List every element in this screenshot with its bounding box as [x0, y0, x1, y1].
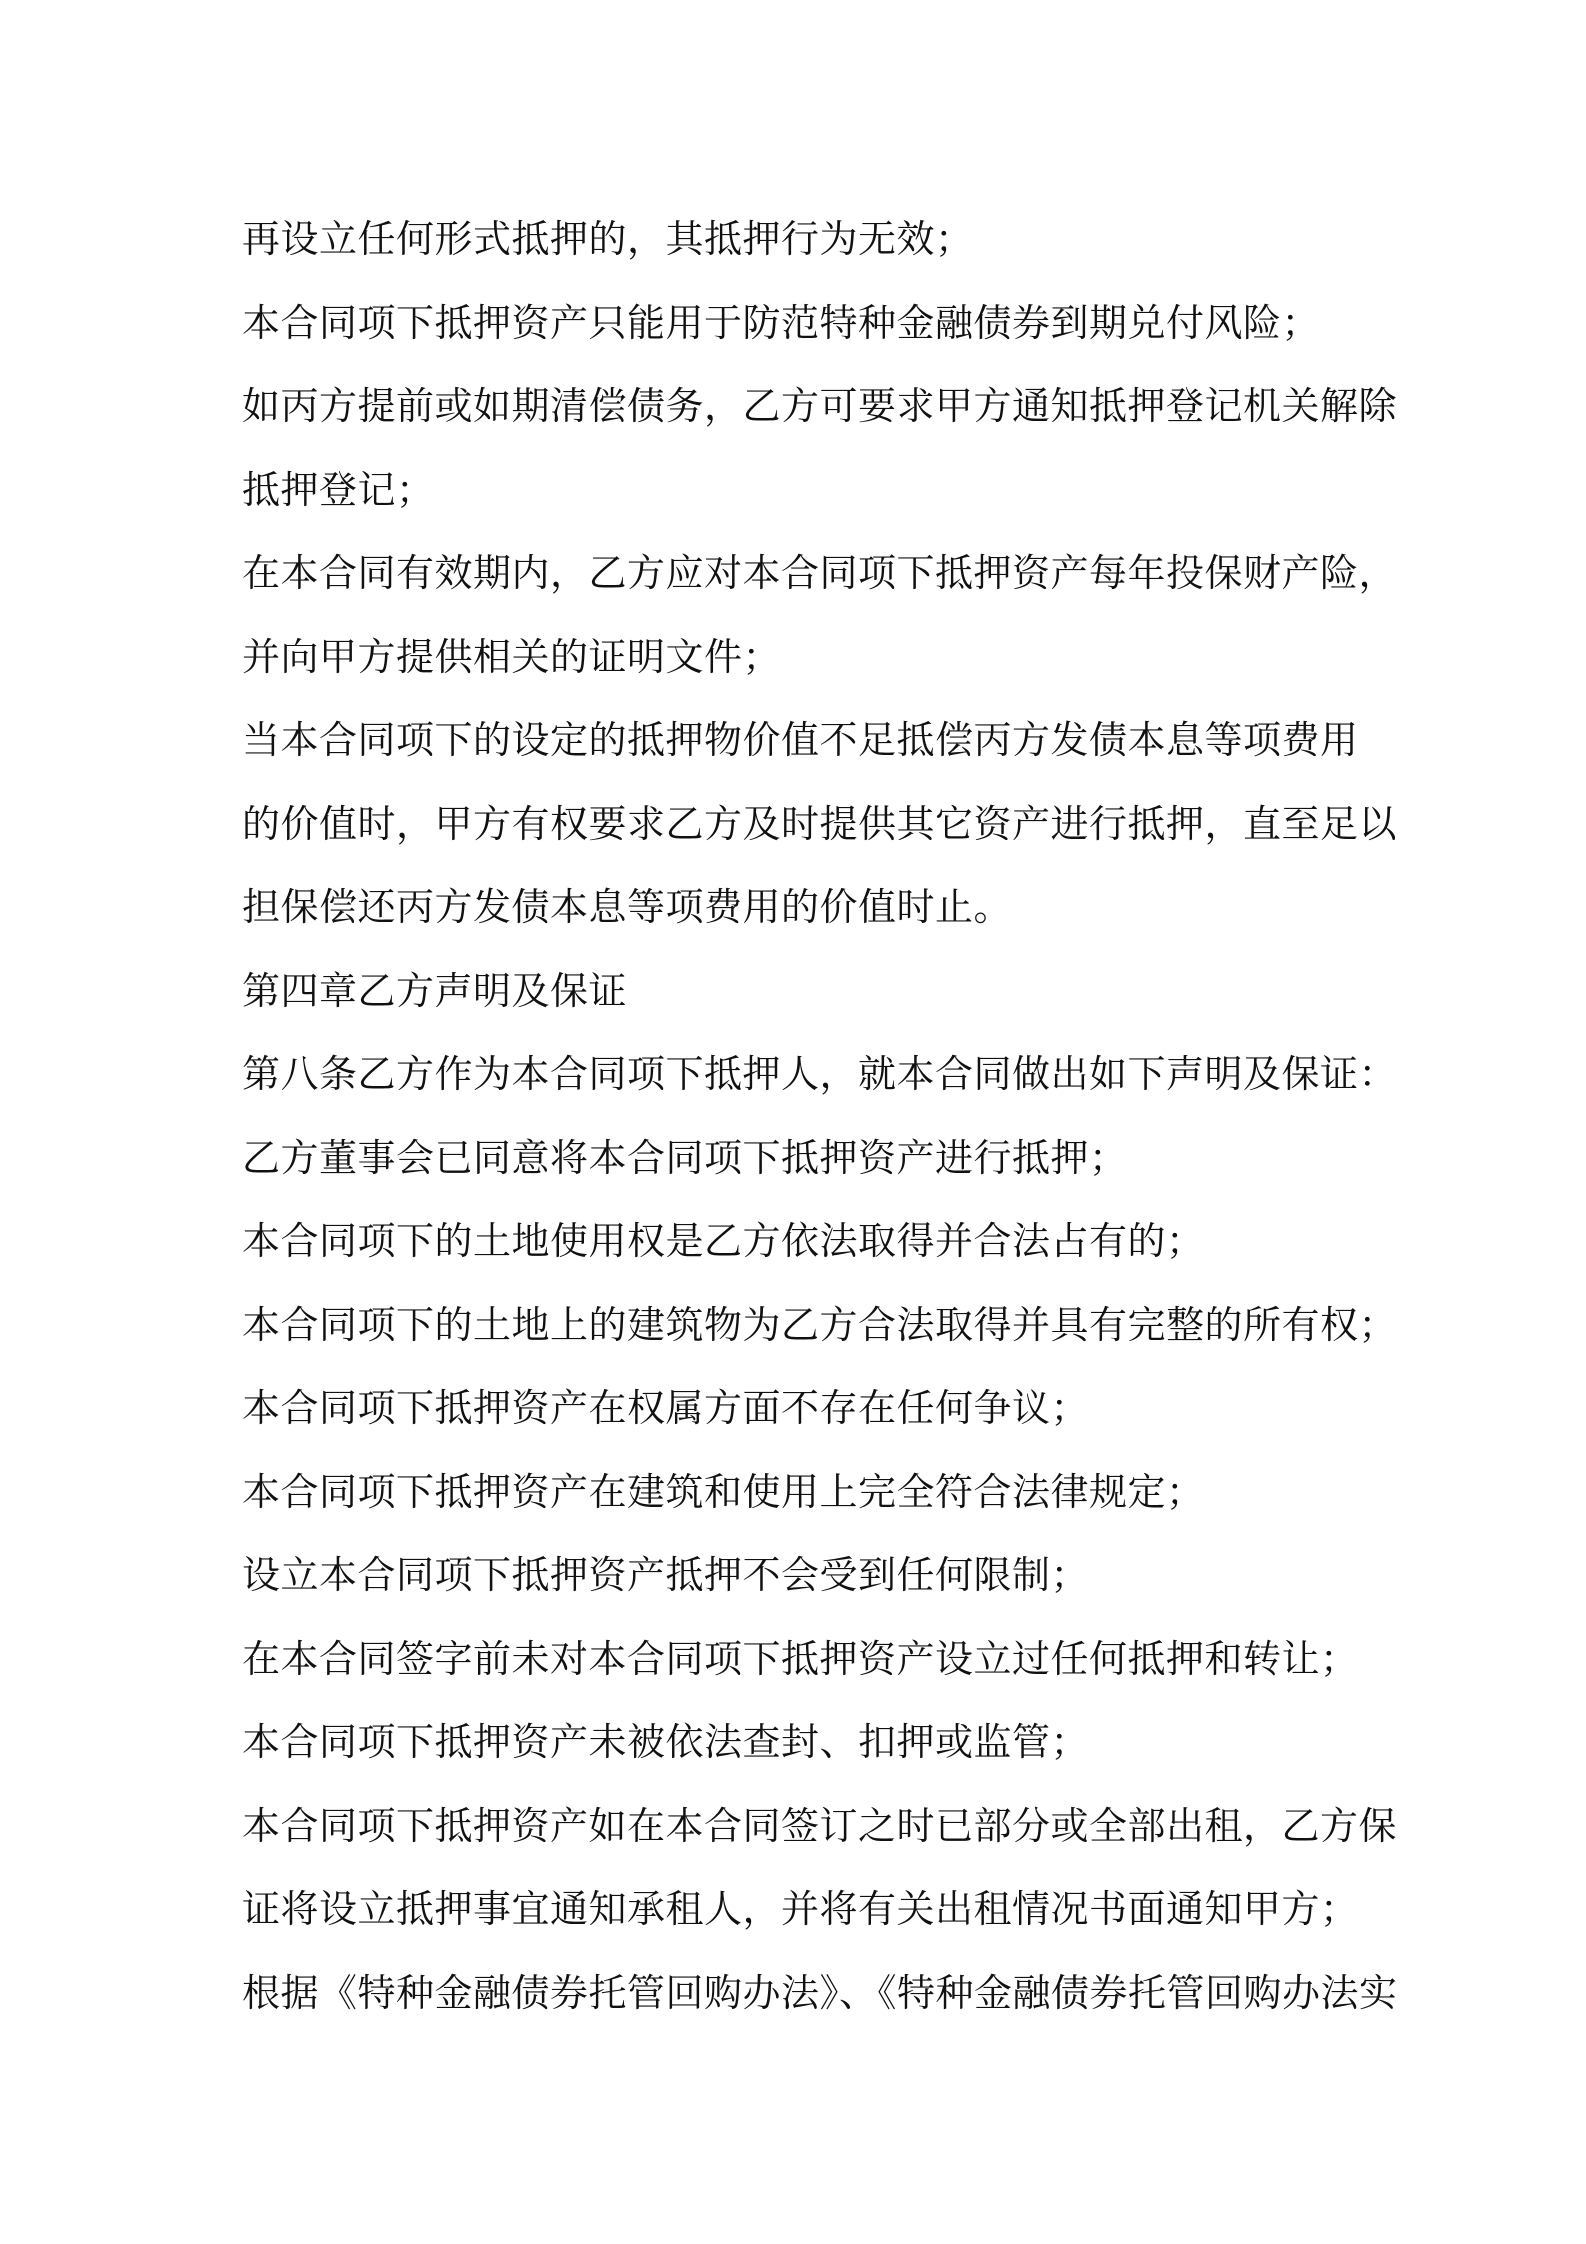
paragraph-line: 根据《特种金融债券托管回购办法》、《特种金融债券托管回购办法实 [242, 1970, 1398, 2015]
paragraph-line: 乙方董事会已同意将本合同项下抵押资产进行抵押； [242, 1135, 1128, 1180]
paragraph-line: 本合同项下抵押资产未被依法查封、扣押或监管； [242, 1720, 1090, 1764]
paragraph-line: 的价值时，甲方有权要求乙方及时提供其它资产进行抵押，直至足以 [242, 801, 1398, 846]
paragraph-line: 本合同项下抵押资产只能用于防范特种金融债券到期兑付风险； [242, 300, 1321, 345]
paragraph-line: 本合同项下抵押资产在权属方面不存在任何争议； [242, 1386, 1090, 1430]
chapter-heading: 第四章乙方声明及保证 [242, 968, 628, 1013]
paragraph-line: 在本合同有效期内，乙方应对本合同项下抵押资产每年投保财产险， [242, 551, 1398, 595]
paragraph-line: 当本合同项下的设定的抵押物价值不足抵偿丙方发债本息等项费用 [242, 718, 1359, 762]
paragraph-line: 本合同项下抵押资产如在本合同签订之时已部分或全部出租，乙方保 [242, 1803, 1398, 1848]
paragraph-line: 如丙方提前或如期清偿债务，乙方可要求甲方通知抵押登记机关解除 [242, 384, 1398, 428]
article-heading: 第八条乙方作为本合同项下抵押人，就本合同做出如下声明及保证： [242, 1052, 1398, 1096]
paragraph-line: 本合同项下抵押资产在建筑和使用上完全符合法律规定； [242, 1469, 1205, 1514]
paragraph-line: 再设立任何形式抵押的，其抵押行为无效； [242, 217, 974, 261]
paragraph-line: 证将设立抵押事宜通知承租人，并将有关出租情况书面通知甲方； [242, 1887, 1359, 1931]
paragraph-line: 设立本合同项下抵押资产抵押不会受到任何限制； [242, 1553, 1090, 1597]
paragraph-line: 本合同项下的土地上的建筑物为乙方合法取得并具有完整的所有权； [242, 1302, 1398, 1347]
document-body [242, 198, 1398, 2035]
paragraph-line: 并向甲方提供相关的证明文件； [242, 634, 782, 679]
paragraph-line: 担保偿还丙方发债本息等项费用的价值时止。 [242, 885, 1013, 929]
paragraph-line: 抵押登记； [242, 467, 435, 512]
paragraph-line: 本合同项下的土地使用权是乙方依法取得并合法占有的； [242, 1219, 1205, 1263]
paragraph-line: 在本合同签字前未对本合同项下抵押资产设立过任何抵押和转让； [242, 1636, 1359, 1681]
